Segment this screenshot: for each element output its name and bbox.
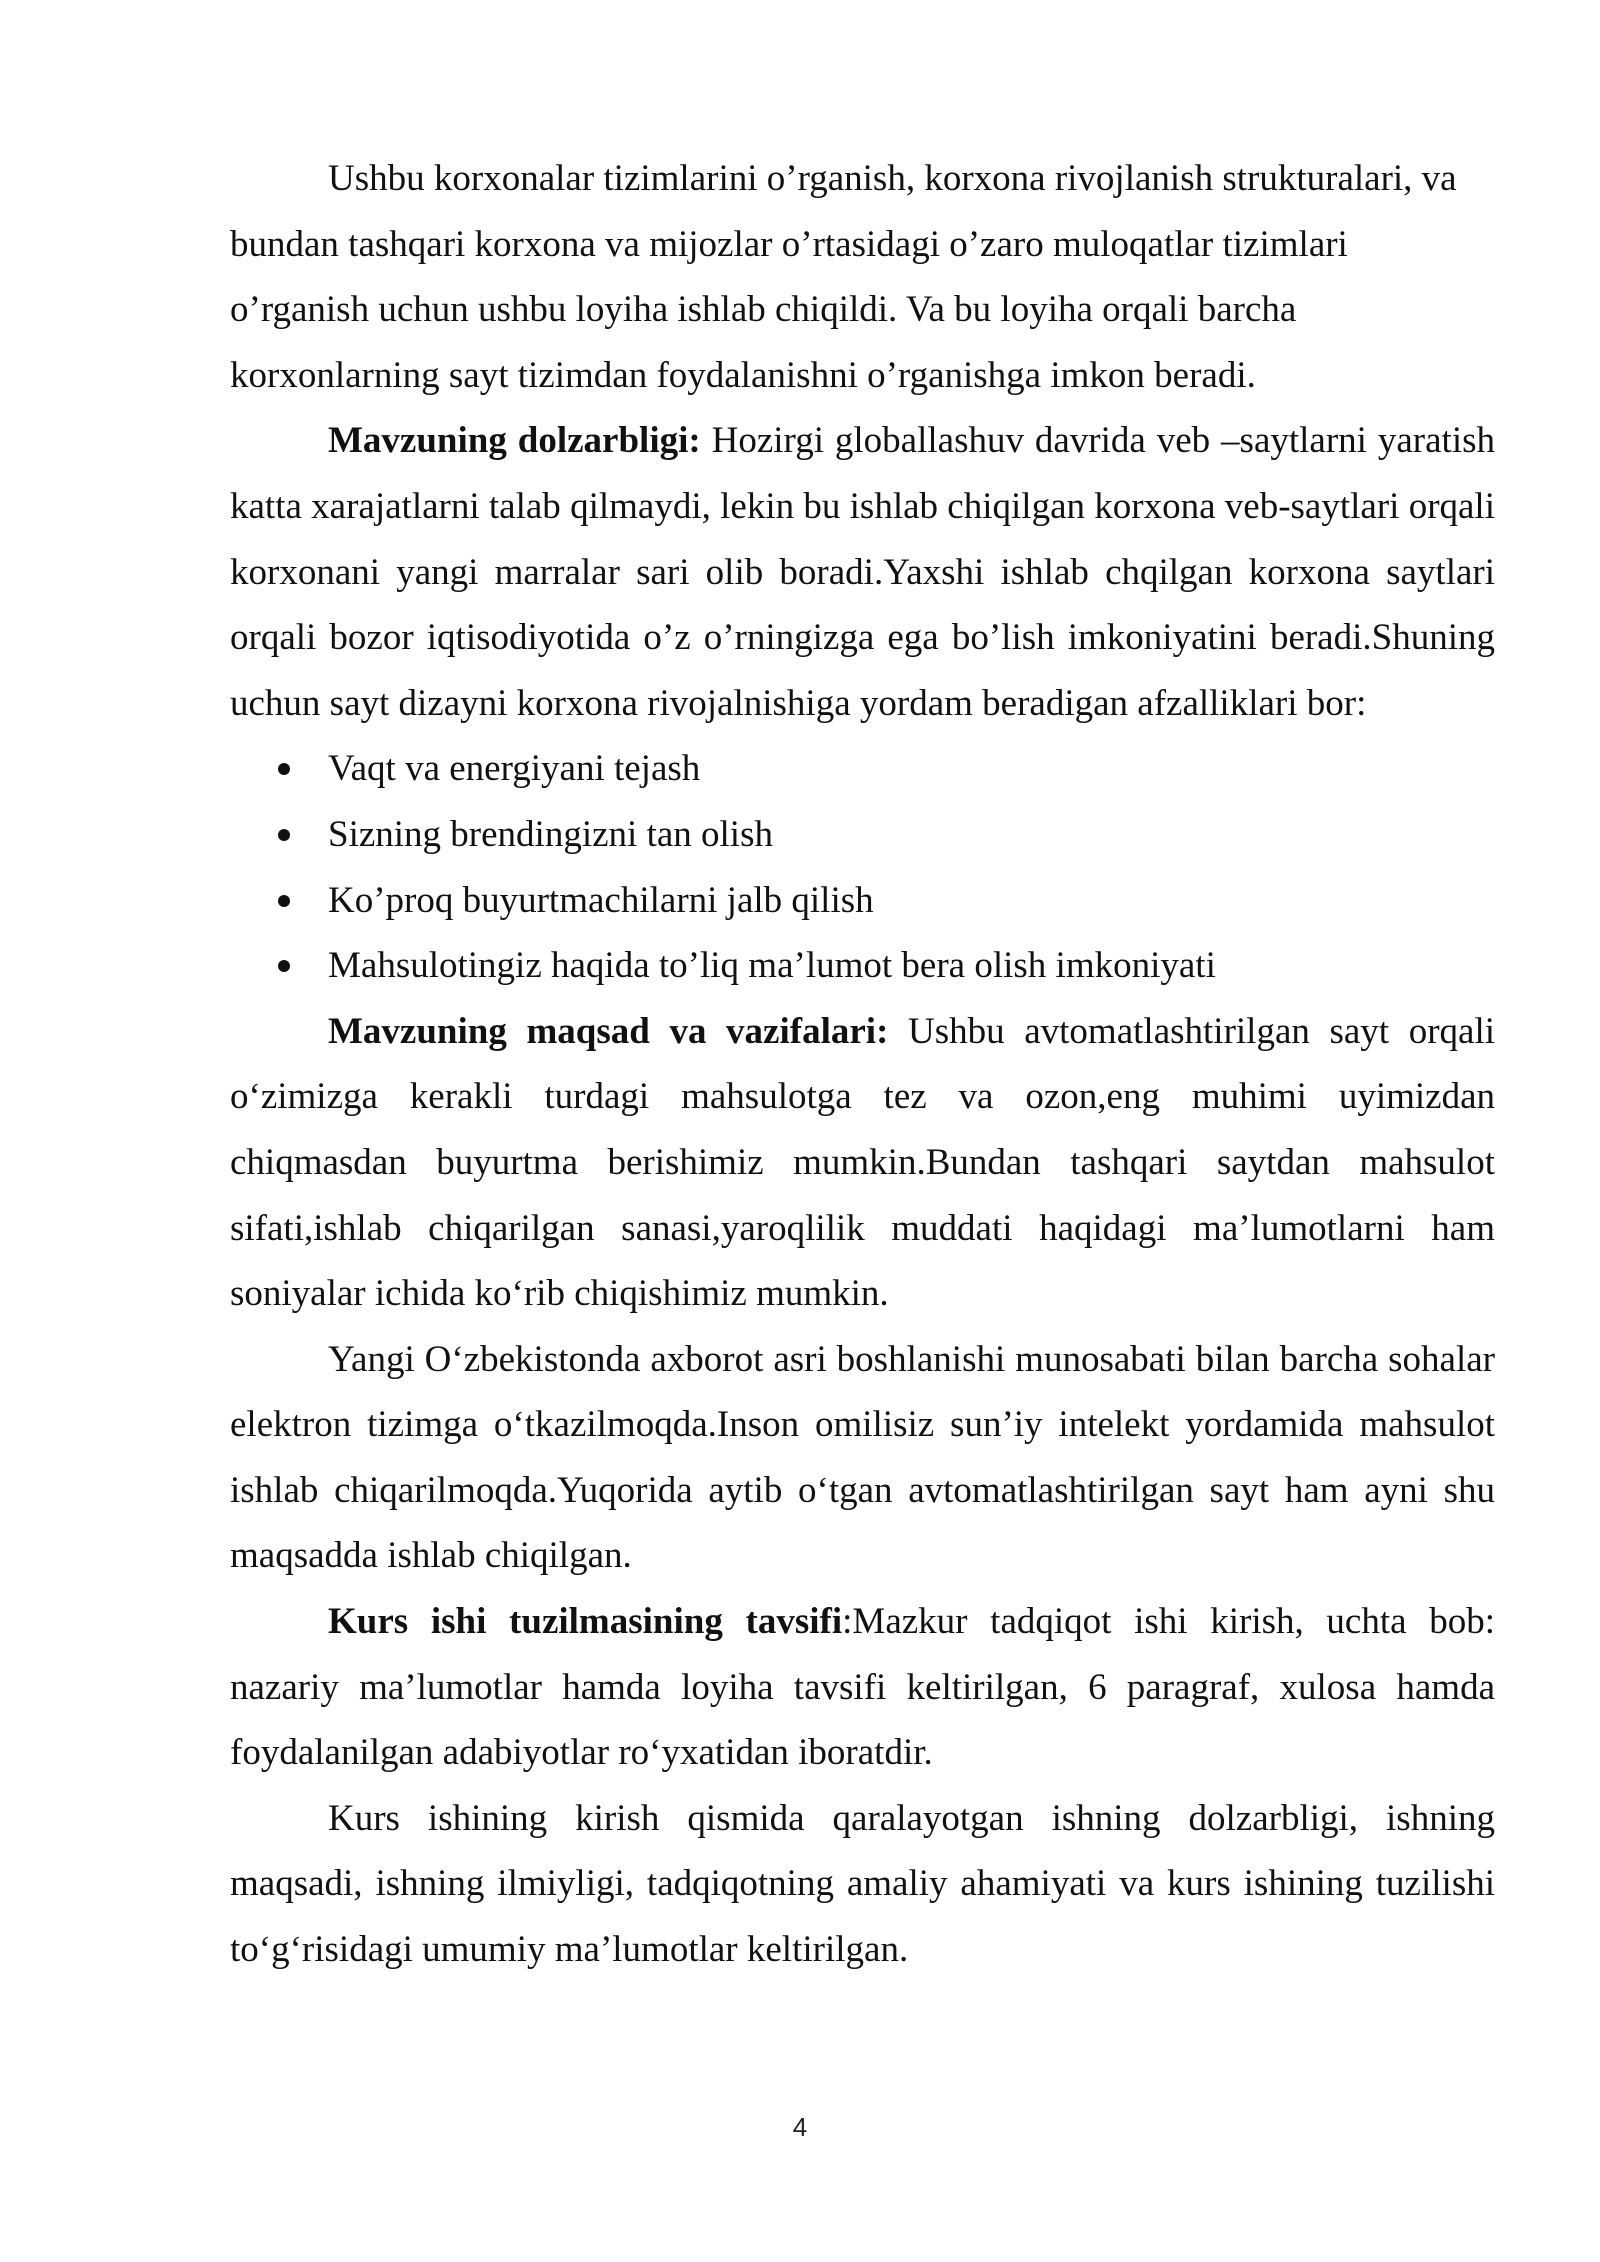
page-number: 4 [792,2112,808,2142]
new-uzbekistan-paragraph: Yangi O‘zbekistonda axborot asri boshlanishi munosabati bilan barcha sohalar elektron tizimga o‘tkazilmoqda.Inson omilisiz sun’iy intelekt yordamida mahsulot ishlab chiqarilmoqda.Yuqorida aytib o‘tgan avtomatlashtirilgan sayt ham ayni shu maqsadda ishlab chiqilgan. [230,1338,1495,1577]
goals-heading: Mavzuning maqsad va vazifalari: [328,1010,889,1052]
list-item-text: Mahsulotingiz haqida to’liq ma’lumot bera olish imkoniyati [328,945,1216,987]
bullet-icon [278,763,290,775]
list-item [230,868,1495,934]
list-item [230,802,1495,868]
bullet-icon [278,960,290,972]
list-item [230,736,1495,802]
structure-paragraph [230,1589,1495,1786]
goals-text: Ushbu avtomatlashtirilgan sayt orqali o‘zimizga kerakli turdagi mahsulotga tez va ozon,eng muhimi uyimizdan chiqmasdan buyurtma berishimiz mumkin.Bundan tashqari saytdan mahsulot sifati,ishlab chiqarilgan sanasi,yaroqlilik muddati haqidagi ma’lumotlarni ham soniyalar ichida ko‘rib chiqishimiz mumkin. [230,1010,1495,1315]
structure-text: :Mazkur tadqiqot ishi kirish, uchta bob: nazariy ma’lumotlar hamda loyiha tavsifi keltirilgan, 6 paragraf, xulosa hamda foydalanilgan adabiyotlar ro‘yxatidan iboratdir. [230,1601,1496,1774]
structure-heading: Kurs ishi tuzilmasining tavsifi [328,1601,843,1643]
bullet-icon [278,895,290,907]
document-page [230,146,1495,1983]
intro-paragraph: Ushbu korxonalar tizimlarini o’rganish, korxona rivojlanish strukturalari, va bundan tashqari korxona va mijozlar o’rtasidagi o’zaro muloqatlar tizimlari o’rganish uchun ushbu loyiha ishlab chiqildi. Va bu loyiha orqali barcha korxonlarning sayt tizimdan foydalanishni o’rganishga imkon beradi. [230,158,1457,396]
list-item-text: Sizning brendingizni tan olish [328,813,773,855]
bullet-icon [278,829,290,841]
list-item [230,933,1495,999]
list-item-text: Ko’proq buyurtmachilarni jalb qilish [328,879,874,921]
list-item-text: Vaqt va energiyani tejash [328,748,701,790]
relevance-paragraph [230,408,1495,736]
relevance-heading: Mavzuning dolzarbligi: [328,420,701,462]
advantages-list [230,736,1495,998]
relevance-text: Hozirgi globallashuv davrida veb –saytlarni yaratish katta xarajatlarni talab qilmaydi, lekin bu ishlab chiqilgan korxona veb-saytlari orqali korxonani yangi marralar sari olib boradi.Yaxshi ishlab chqilgan korxona saytlari orqali bozor iqtisodiyotida o’z o’rningizga ega bo’lish imkoniyatini beradi.Shuning uchun sayt dizayni korxona rivojalnishiga yordam beradigan afzalliklari bor: [230,420,1495,724]
goals-paragraph [230,999,1495,1327]
introduction-paragraph: Kurs ishining kirish qismida qaralayotgan ishning dolzarbligi, ishning maqsadi, ishning ilmiyligi, tadqiqotning amaliy ahamiyati va kurs ishining tuzilishi to‘g‘risidagi umumiy ma’lumotlar keltirilgan. [230,1797,1495,1971]
